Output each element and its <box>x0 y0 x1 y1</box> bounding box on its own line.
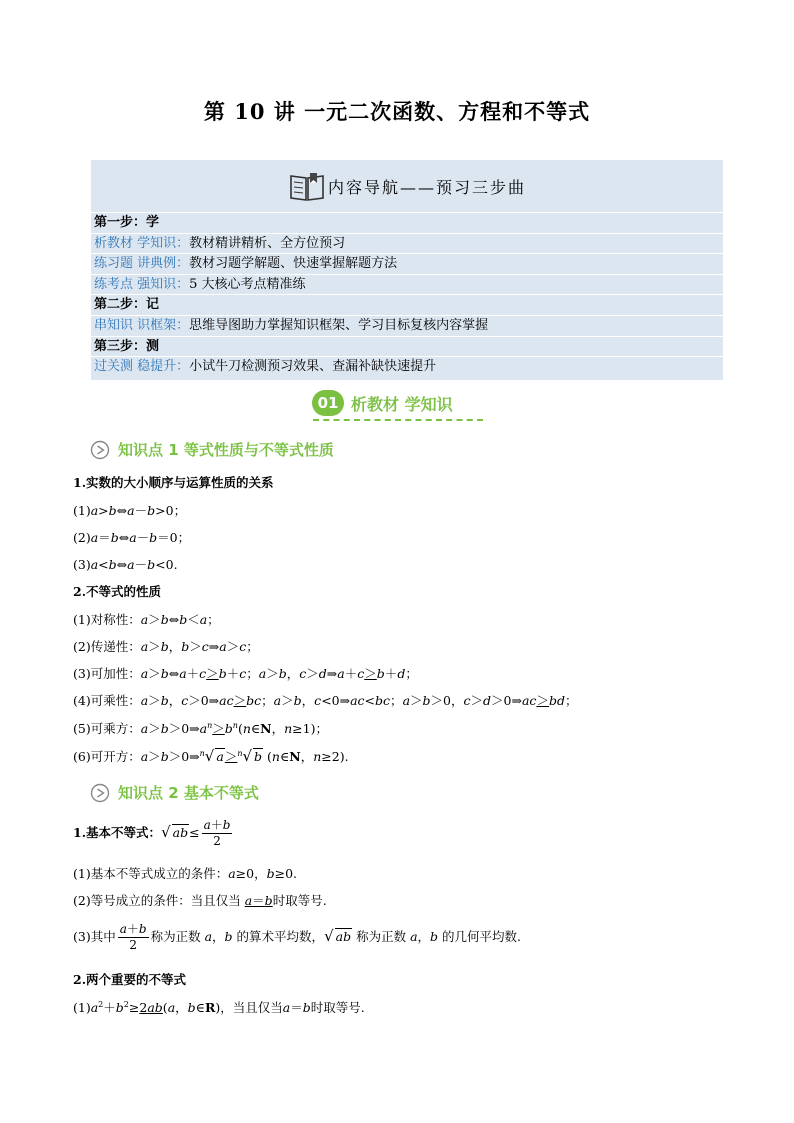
nav-row-drill: 练考点 强知识：5 大核心考点精准练 <box>91 274 723 295</box>
property-root: (6)可开方：a＞b＞0⇒$^n$√ a＞$^n$√ b (n∈N，n≥2). <box>73 747 349 765</box>
page-title: 第 10 讲 一元二次函数、方程和不等式 <box>203 99 591 124</box>
kp2-line-4: $(1)a^2+b^2\ge 2ab(a$，b∈R)，当且仅当a＝b时取等号. <box>73 999 365 1015</box>
kp1-line-2: (2)a＝b⇔a－b＝0； <box>73 530 191 545</box>
knowledge-point-1-heading: 知识点 1 等式性质与不等式性质 <box>90 439 334 460</box>
kp2-line-2: (2)等号成立的条件：当且仅当 a＝b时取等号. <box>73 893 327 908</box>
nav-step-1: 第一步：学 <box>91 212 723 233</box>
kp2-heading-1: 1.基本不等式：√ ab≤ $\frac{a+b}{2}$ <box>73 818 231 848</box>
content-navigation-box <box>91 160 723 380</box>
property-symmetry: (1)对称性：a＞b⇔b＜a； <box>73 612 220 627</box>
knowledge-point-2-heading: 知识点 2 基本不等式 <box>90 782 259 803</box>
section-number: 01 <box>312 390 344 416</box>
kp2-line-1: (1)基本不等式成立的条件：a≥0，b≥0. <box>73 866 298 881</box>
section-label: 析教材 学知识 <box>351 394 453 414</box>
section-divider <box>313 419 483 421</box>
kp1-heading-1: 1.实数的大小顺序与运算性质的关系 <box>73 475 274 490</box>
nav-header-text: 内容导航——预习三步曲 <box>327 177 526 197</box>
nav-row-framework: 串知识 识框架：思维导图助力掌握知识框架、学习目标复核内容掌握 <box>91 315 723 336</box>
kp1-heading-2: 2.不等式的性质 <box>73 584 162 599</box>
property-transitivity: (2)传递性：a＞b，b＞c⇒a＞c； <box>73 639 259 654</box>
section-badge <box>312 390 453 416</box>
nav-step-3: 第三步：测 <box>91 336 723 357</box>
nav-step-2: 第二步：记 <box>91 294 723 315</box>
kp2-heading-2: 2.两个重要的不等式 <box>73 972 187 987</box>
play-circle-icon <box>90 440 110 460</box>
play-circle-icon <box>90 783 110 803</box>
nav-row-test: 过关测 稳提升：小试牛刀检测预习效果、查漏补缺快速提升 <box>91 356 723 377</box>
nav-row-practice: 练习题 讲典例：教材习题学解题、快速掌握解题方法 <box>91 253 723 274</box>
property-addition: (3)可加性：a＞b⇔a＋c＞b＋c；a＞b，c＞d⇒a＋c＞b＋d； <box>73 666 418 681</box>
book-icon <box>288 170 326 202</box>
property-multiplication: (4)可乘性：a＞b，c＞0⇒ac＞bc；a＞b，c<0⇒ac<bc；a＞b＞0，c＞d＞0⇒ac＞bd； <box>73 693 578 708</box>
kp1-line-1: (1)a>b⇔a－b>0； <box>73 503 187 518</box>
property-power: (5)可乘方：$a>b>0\Rightarrow a^n>b^n(n\in N$，n≥1)； <box>73 720 328 736</box>
kp2-line-3: (3)其中 $\frac{a+b}{2}$ 称为正数 a，b 的算术平均数，√ ab 称为正数 a，b 的几何平均数. <box>73 922 522 952</box>
nav-row-analyze: 析教材 学知识：教材精讲精析、全方位预习 <box>91 233 723 254</box>
nav-header <box>91 160 723 212</box>
kp1-line-3: (3)a<b⇔a－b<0. <box>73 557 178 572</box>
